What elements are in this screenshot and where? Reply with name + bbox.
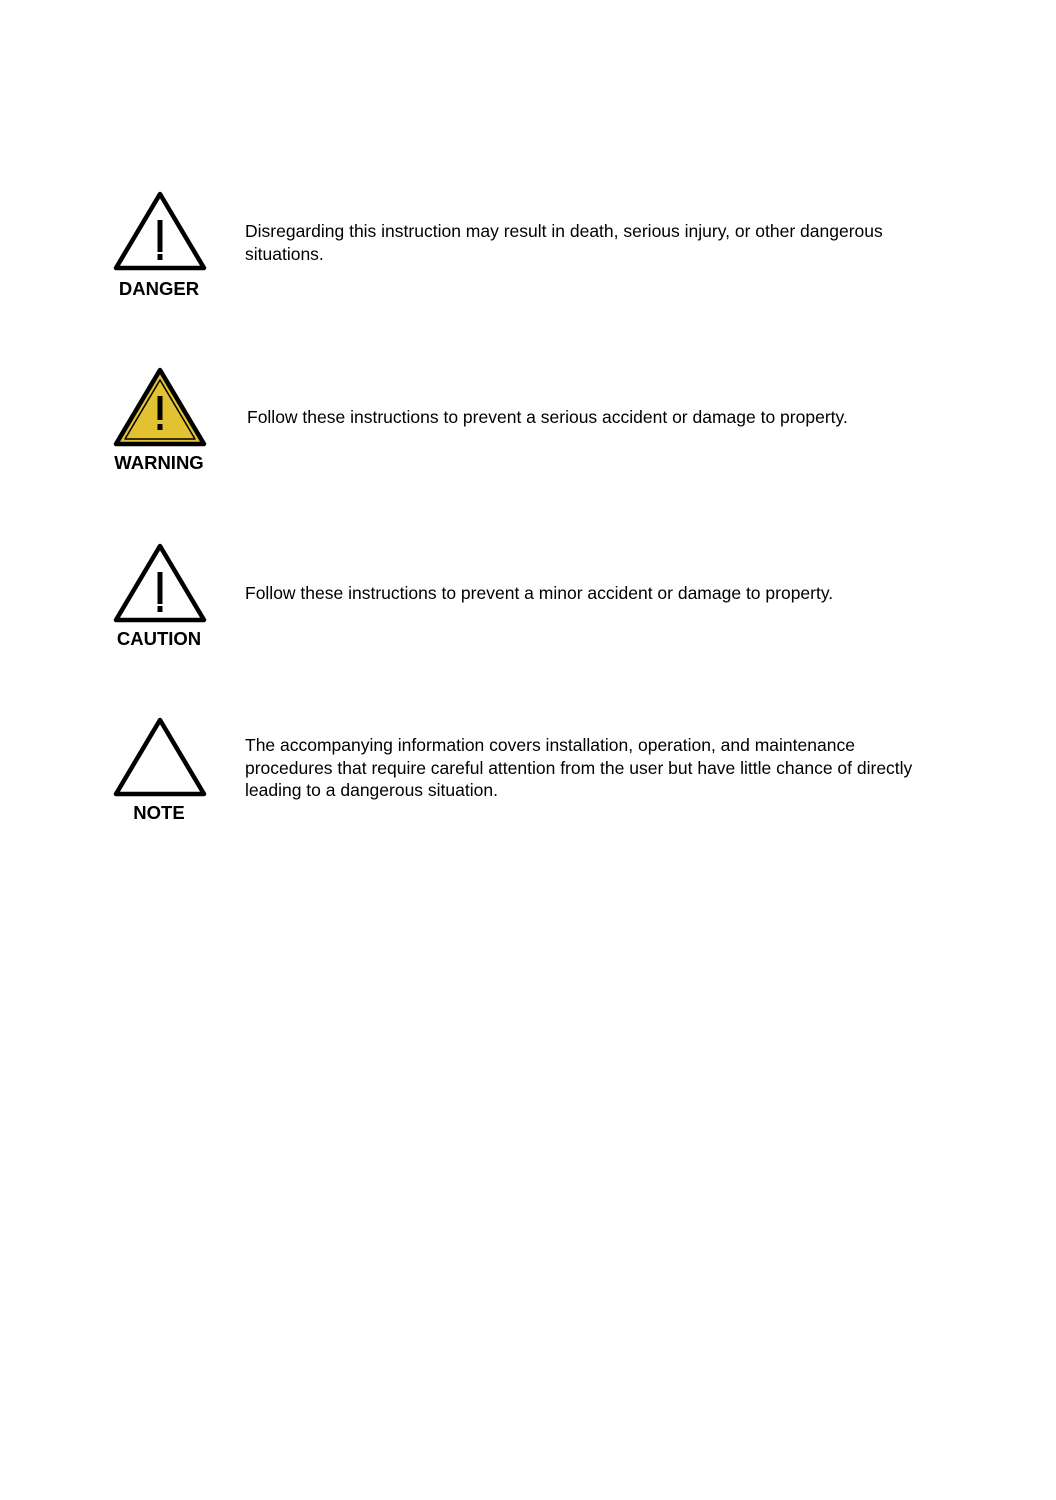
caution-description: Follow these instructions to prevent a minor accident or damage to property.	[245, 583, 834, 603]
warning-label: WARNING	[114, 452, 204, 473]
caution-label: CAUTION	[116, 628, 202, 649]
danger-icon	[112, 190, 208, 272]
note-description: The accompanying information covers installation, operation, and maintenance procedures that require careful attention from the user but have little chance of directly leading to a dangerous situation.	[245, 735, 913, 800]
danger-label: DANGER	[118, 278, 200, 299]
warning-icon	[112, 366, 208, 448]
danger-description: Disregarding this instruction may result in death, serious injury, or other dangerous situations.	[245, 221, 883, 264]
caution-icon	[112, 542, 208, 624]
warning-description: Follow these instructions to prevent a serious accident or damage to property.	[247, 407, 848, 427]
note-label: NOTE	[133, 802, 185, 823]
note-icon	[112, 716, 208, 798]
